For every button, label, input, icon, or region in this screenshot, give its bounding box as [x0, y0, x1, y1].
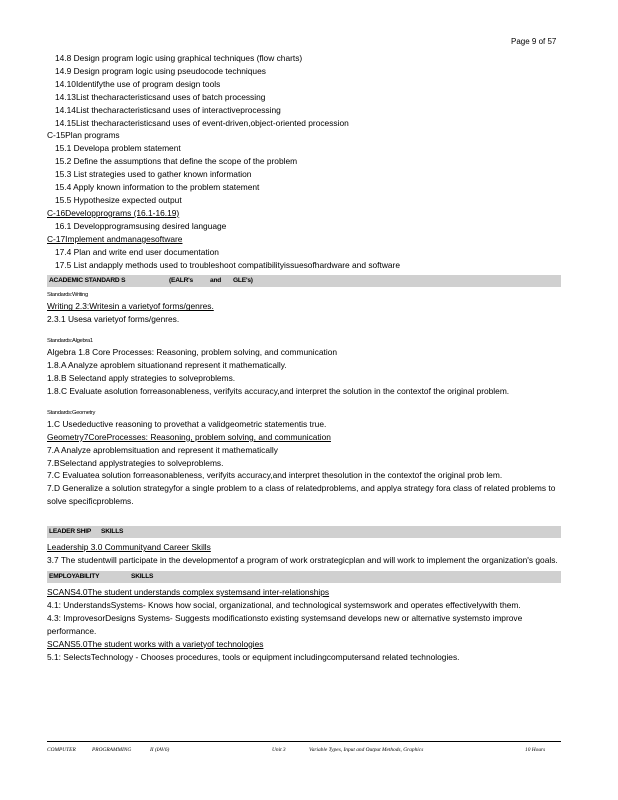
- bar-label: (EALR's: [169, 277, 193, 285]
- competency-item: 14.15List thecharacteristicsand uses of event-driven,object-oriented procession: [55, 117, 349, 128]
- page-footer: [47, 741, 561, 753]
- competency-item: 15.2 Define the assumptions that define the scope of the problem: [55, 156, 298, 167]
- footer-unit: Unit 3: [272, 747, 286, 753]
- standard-item: 7.C Evaluatea solution forreasonableness, verifyits accuracy,and interpret thesolution in the contextof the original prob lem.: [47, 470, 503, 481]
- footer-level: II (IAV6): [150, 747, 170, 753]
- competency-item: 14.13List thecharacteristicsand uses of batch processing: [55, 91, 266, 102]
- competency-item: 15.3 List strategies used to gather known information: [55, 169, 252, 180]
- competency-heading: C-17Implement andmanagesoftware: [47, 233, 183, 244]
- academic-standards-bar: [47, 275, 561, 287]
- standards-label: Standards:Algebra1: [47, 338, 93, 345]
- competency-item: 14.8 Design program logic using graphical techniques (flow charts): [55, 53, 303, 63]
- competency-heading: C-15Plan programs: [47, 130, 120, 141]
- footer-topic: Variable Types, Input and Output Methods, Graphics: [309, 747, 424, 753]
- employability-skills-bar: [47, 571, 561, 583]
- standard-item: 2.3.1 Usesa varietyof forms/genres.: [47, 314, 180, 325]
- competency-item: 15.1 Developa problem statement: [55, 143, 181, 154]
- document-body: [47, 52, 561, 663]
- standard-heading: SCANS5.0The student works with a varietyof technologies: [47, 638, 264, 649]
- standards-label: Standards:Writing: [47, 292, 88, 299]
- competency-item: 15.4 Apply known information to the problem statement: [55, 182, 260, 193]
- standard-item: 3.7 The studentwill participate in the developmentof a program of work orstrategicplan and will work to implement the organization's goals.: [47, 555, 558, 566]
- competency-list: [47, 52, 561, 271]
- standard-item: 7.A Analyze aproblemsituation and represent it mathematically: [47, 444, 278, 455]
- standard-heading: Algebra 1.8 Core Processes: Reasoning, problem solving, and communication: [47, 347, 338, 358]
- standard-heading: Geometry7CoreProcesses: Reasoning, problem solving, and communication: [47, 431, 331, 442]
- bar-label: GLE's): [233, 277, 253, 285]
- bar-label: EMPLOYABILITY: [49, 573, 100, 580]
- competency-item: 14.14List thecharacteristicsand uses of interactiveprocessing: [55, 104, 281, 115]
- bar-label: SKILLS: [101, 528, 124, 536]
- standard-item: 1.C Usedeductive reasoning to provethat a validgeometric statementis true.: [47, 418, 327, 429]
- leadership-skills-bar: [47, 526, 561, 538]
- standard-item: 1.8.C Evaluate asolution forreasonableness, verifyits accuracy,and interpret the solution in the contextof the original problem.: [47, 385, 510, 396]
- competency-item: 14.9 Design program logic using pseudocode techniques: [55, 65, 266, 76]
- bar-label: and: [210, 277, 222, 285]
- bar-label: SKILLS: [131, 573, 154, 580]
- competency-item: 17.4 Plan and write end user documentation: [55, 246, 219, 257]
- competency-item: 17.5 List andapply methods used to troubleshoot compatibilityissuesofhardware and software: [55, 259, 400, 270]
- competency-item: 16.1 Developprogramsusing desired language: [55, 220, 227, 231]
- competency-item: 14.10Identifythe use of program design tools: [55, 78, 221, 89]
- standard-item: 1.8.A Analyze aproblem situationand represent it mathematically.: [47, 360, 287, 371]
- standard-item: 5.1: SelectsTechnology - Chooses procedures, tools or equipment includingcomputersand related technologies.: [47, 651, 460, 662]
- standard-item: 4.1: UnderstandsSystems- Knows how social, organizational, and technological systemswork and operates effectivelywith them.: [47, 599, 521, 610]
- standard-heading: SCANS4.0The student understands complex systemsand inter-relationships: [47, 587, 330, 597]
- bar-label: LEADER SHIP: [49, 528, 92, 536]
- standard-item: 7.D Generalize a solution strategyfor a single problem to a class of relatedproblems, and applya strategy fora class of related problems to solve specificproblems.: [47, 483, 556, 507]
- standards-label: Standards:Geometry: [47, 409, 96, 416]
- page-number: Page 9 of 57: [511, 37, 557, 46]
- competency-item: 15.5 Hypothesize expected output: [55, 194, 182, 205]
- bar-label: ACADEMIC STANDARD S: [49, 277, 126, 285]
- standard-item: 7.BSelectand applystrategies to solveproblems.: [47, 457, 224, 468]
- footer-hours: 10 Hours: [525, 747, 546, 753]
- standard-item: 1.8.B Selectand apply strategies to solveproblems.: [47, 373, 236, 384]
- standard-item: 4.3: ImprovesorDesigns Systems- Suggests modificationsto existing systemsand develops new or alternative systemsto improve performance.: [47, 612, 523, 636]
- footer-course: COMPUTER: [47, 747, 76, 753]
- standard-heading: Leadership 3.0 Communityand Career Skills: [47, 542, 211, 553]
- competency-heading: C-16Developprograms (16.1-16.19): [47, 207, 180, 218]
- standard-heading: Writing 2.3:Writesin a varietyof forms/genres.: [47, 301, 214, 312]
- footer-programming: PROGRAMMING: [92, 747, 132, 753]
